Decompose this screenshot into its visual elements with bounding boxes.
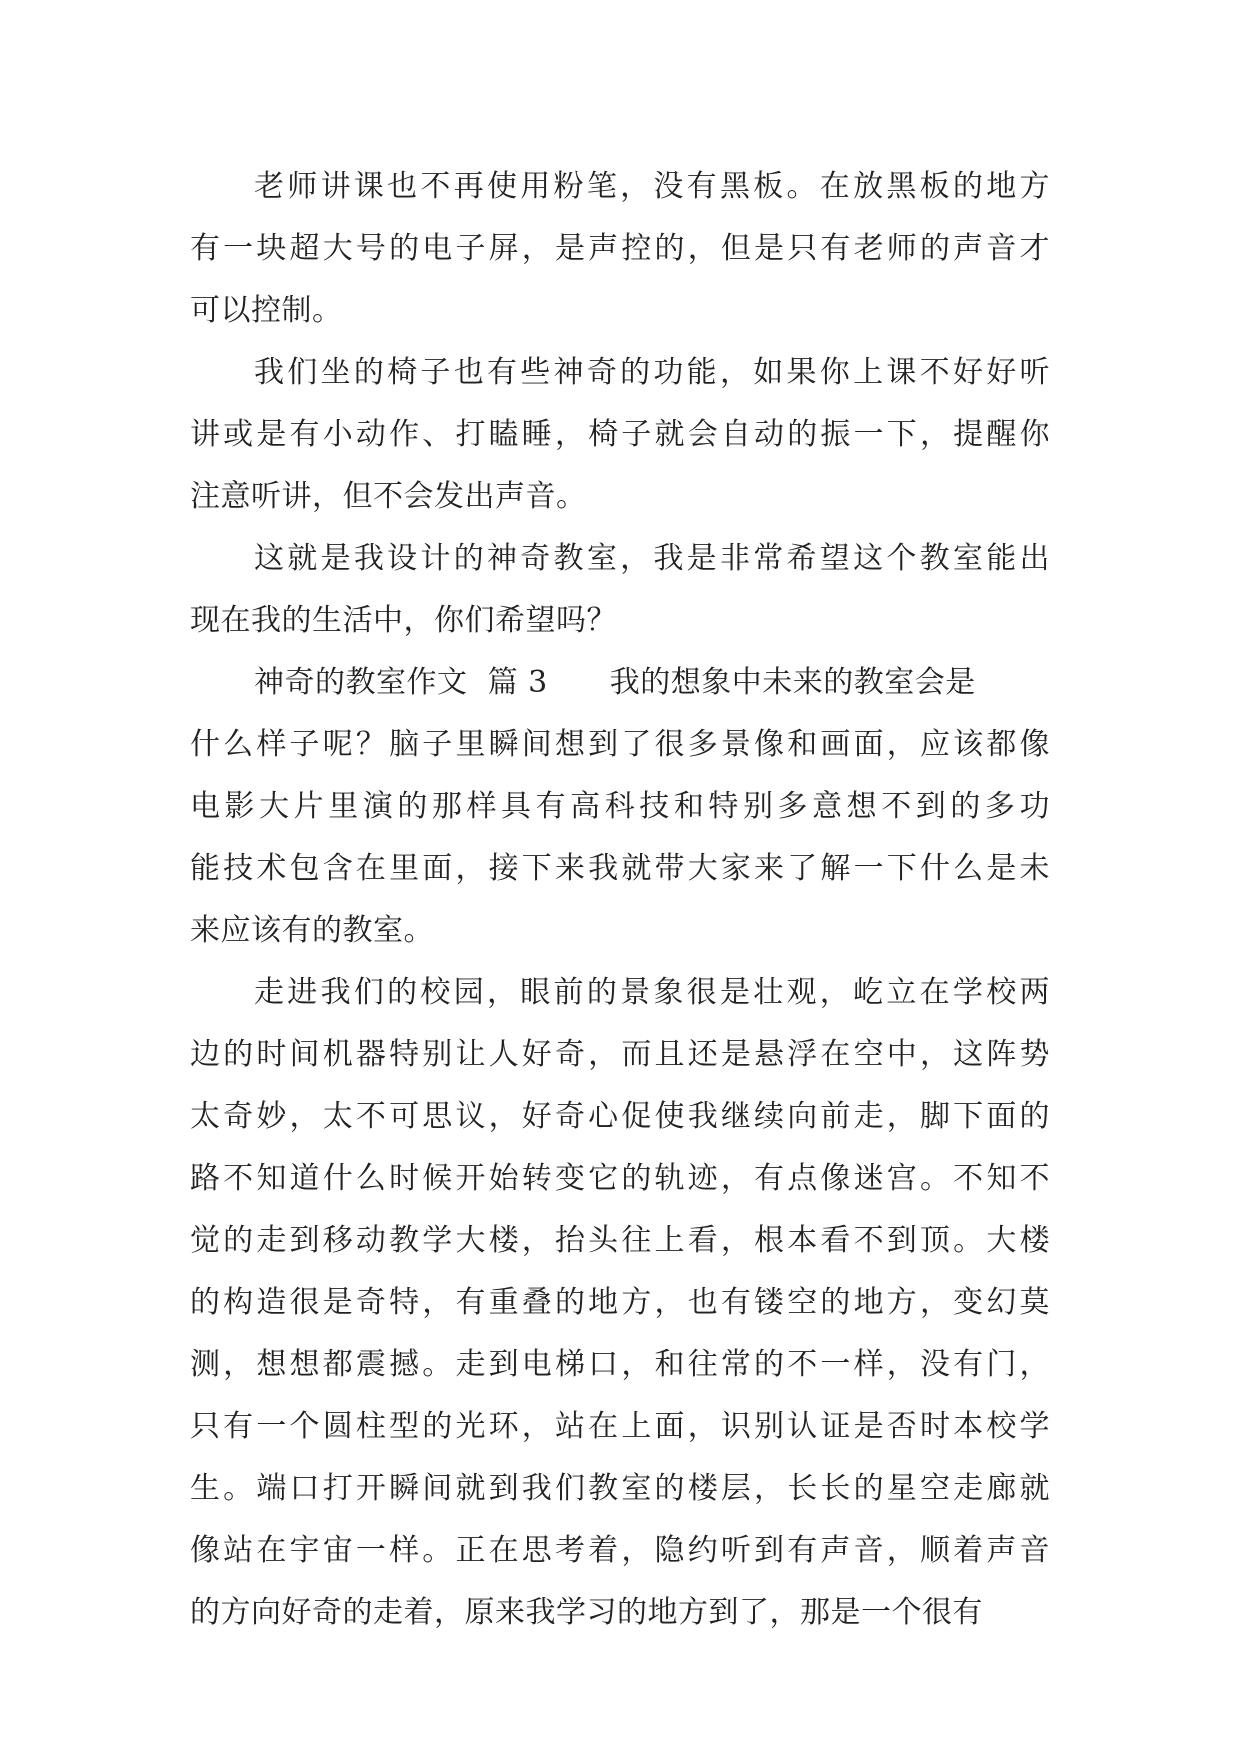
paragraph-5-line-5: 觉的走到移动教学大楼，抬头往上看，根本看不到顶。大楼 [190, 1223, 1050, 1258]
paragraph-3-line-2: 现在我的生活中，你们希望吗？ [190, 603, 617, 638]
paragraph-5-line-1: 走进我们的校园，眼前的景象很是壮观，屹立在学校两 [254, 975, 1050, 1010]
paragraph-4-line-2: 什么样子呢？脑子里瞬间想到了很多景像和画面，应该都像 [190, 727, 1050, 762]
paragraph-5-line-4: 路不知道什么时候开始转变它的轨迹，有点像迷宫。不知不 [190, 1161, 1050, 1196]
paragraph-1-line-2: 有一块超大号的电子屏，是声控的，但是只有老师的声音才 [190, 231, 1050, 266]
paragraph-4-line-1-rest: 我的想象中未来的教室会是 [609, 665, 976, 700]
paragraph-4-line-4: 能技术包含在里面，接下来我就带大家来了解一下什么是未 [190, 851, 1050, 886]
paragraph-5-line-11: 的方向好奇的走着，原来我学习的地方到了，那是一个很有 [190, 1595, 983, 1630]
paragraph-4-line-3: 电影大片里演的那样具有高科技和特别多意想不到的多功 [190, 789, 1050, 824]
paragraph-5-line-10: 像站在宇宙一样。正在思考着，隐约听到有声音，顺着声音 [190, 1533, 1050, 1568]
body-text [190, 156, 1050, 1644]
paragraph-1-line-1: 老师讲课也不再使用粉笔，没有黑板。在放黑板的地方 [254, 169, 1050, 204]
paragraph-3-line-1: 这就是我设计的神奇教室，我是非常希望这个教室能出 [254, 541, 1050, 576]
paragraph-5-line-8: 只有一个圆柱型的光环，站在上面，识别认证是否时本校学 [190, 1409, 1050, 1444]
paragraph-2-line-2: 讲或是有小动作、打瞌睡，椅子就会自动的振一下，提醒你 [190, 417, 1050, 452]
paragraph-5-line-3: 太奇妙，太不可思议，好奇心促使我继续向前走，脚下面的 [190, 1099, 1050, 1134]
paragraph-5-line-6: 的构造很是奇特，有重叠的地方，也有镂空的地方，变幻莫 [190, 1285, 1050, 1320]
paragraph-1-line-3: 可以控制。 [190, 293, 343, 328]
paragraph-5-line-2: 边的时间机器特别让人好奇，而且还是悬浮在空中，这阵势 [190, 1037, 1050, 1072]
paragraph-2-line-3: 注意听讲，但不会发出声音。 [190, 479, 587, 514]
paragraph-5-line-7: 测，想想都震撼。走到电梯口，和往常的不一样，没有门， [190, 1347, 1050, 1382]
paragraph-5-line-9: 生。端口打开瞬间就到我们教室的楼层，长长的星空走廊就 [190, 1471, 1050, 1506]
paragraph-2-line-1: 我们坐的椅子也有些神奇的功能，如果你上课不好好听 [254, 355, 1050, 390]
section-heading: 神奇的教室作文 篇 3 [254, 665, 548, 700]
paragraph-4-line-1 [190, 652, 1050, 714]
paragraph-4-line-5: 来应该有的教室。 [190, 913, 434, 948]
